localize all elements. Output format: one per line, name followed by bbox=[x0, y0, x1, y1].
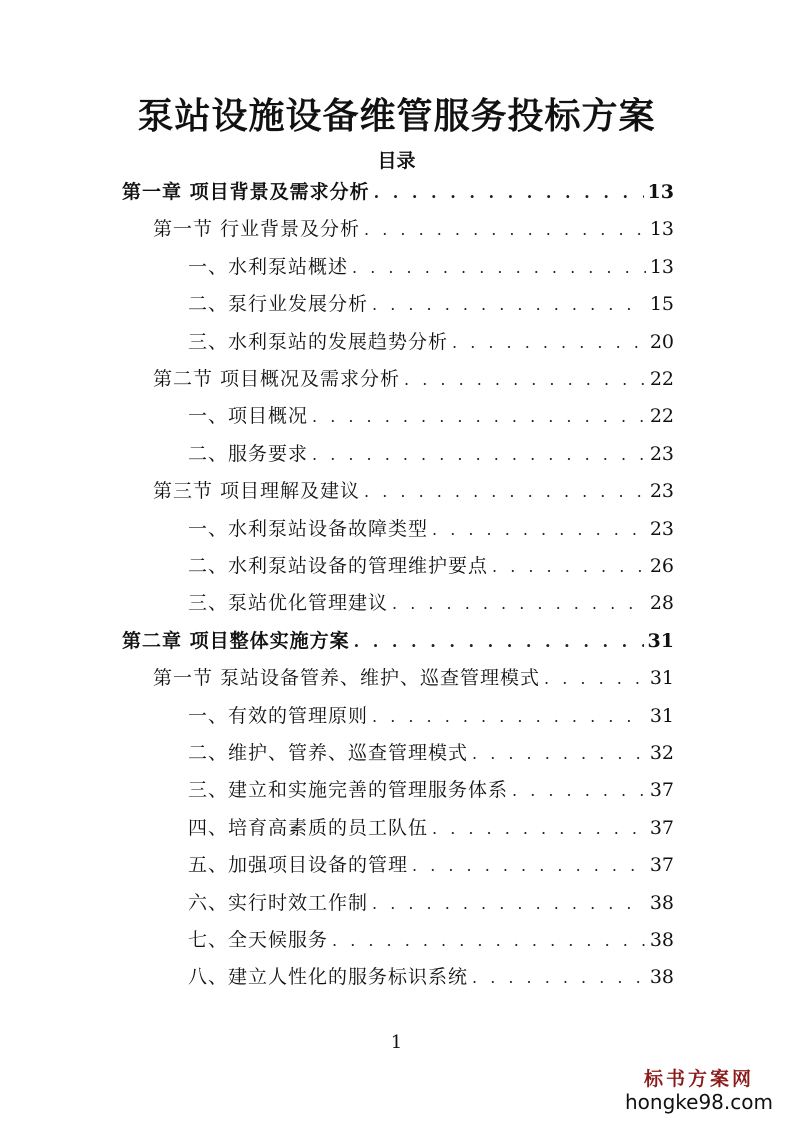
toc-dot-leader bbox=[364, 211, 646, 248]
toc-entry-label: 八、建立人性化的服务标识系统 bbox=[188, 966, 469, 988]
toc-entry-label: 六、实行时效工作制 bbox=[188, 892, 369, 914]
toc-entry[interactable] bbox=[188, 548, 674, 585]
toc-entry-label: 二、服务要求 bbox=[188, 443, 309, 465]
toc-entry-label: 二、水利泵站设备的管理维护要点 bbox=[188, 555, 489, 577]
toc-entry[interactable] bbox=[188, 511, 674, 548]
toc-dot-leader bbox=[512, 772, 646, 809]
toc-entry-page: 37 bbox=[649, 817, 674, 839]
toc-entry[interactable] bbox=[188, 286, 674, 323]
toc-dot-leader bbox=[412, 847, 646, 884]
toc-dot-leader bbox=[312, 398, 646, 435]
toc-entry-label: 第一节 行业背景及分析 bbox=[153, 218, 361, 240]
toc-entry[interactable] bbox=[153, 211, 674, 248]
document-title: 泵站设施设备维管服务投标方案 bbox=[137, 95, 656, 137]
toc-entry[interactable] bbox=[188, 398, 674, 435]
toc-dot-leader bbox=[452, 324, 646, 361]
toc-entry-label: 第二章 项目整体实施方案 bbox=[122, 630, 350, 652]
toc-entry[interactable] bbox=[188, 959, 674, 996]
watermark-name: 标书方案网 bbox=[643, 1068, 754, 1090]
toc-heading: 目录 bbox=[377, 150, 416, 172]
toc-dot-leader bbox=[372, 698, 646, 735]
toc-entry[interactable] bbox=[188, 922, 674, 959]
toc-entry-label: 三、水利泵站的发展趋势分析 bbox=[188, 331, 449, 353]
toc-entry-label: 二、维护、管养、巡查管理模式 bbox=[188, 742, 469, 764]
toc-entry[interactable] bbox=[122, 623, 674, 660]
toc-dot-leader bbox=[312, 436, 646, 473]
toc-entry-page: 13 bbox=[649, 256, 674, 278]
toc-dot-leader bbox=[354, 623, 644, 660]
toc-entry[interactable] bbox=[153, 473, 674, 510]
toc-entry[interactable] bbox=[188, 249, 674, 286]
toc-entry-label: 五、加强项目设备的管理 bbox=[188, 854, 409, 876]
toc-dot-leader bbox=[372, 885, 646, 922]
toc-entry[interactable] bbox=[188, 810, 674, 847]
toc-dot-leader bbox=[492, 548, 646, 585]
toc-dot-leader bbox=[392, 585, 646, 622]
toc-entry-page: 13 bbox=[647, 181, 674, 203]
toc-entry-page: 23 bbox=[649, 480, 674, 502]
toc-entry-page: 31 bbox=[649, 705, 674, 727]
toc-entry-page: 13 bbox=[649, 218, 674, 240]
toc-entry[interactable] bbox=[188, 885, 674, 922]
toc-entry-page: 26 bbox=[649, 555, 674, 577]
toc-dot-leader bbox=[332, 922, 646, 959]
toc-entry-page: 38 bbox=[649, 929, 674, 951]
toc-entry-label: 一、水利泵站概述 bbox=[188, 256, 349, 278]
toc-entry[interactable] bbox=[188, 847, 674, 884]
toc-entry-label: 第三节 项目理解及建议 bbox=[153, 480, 361, 502]
toc-dot-leader bbox=[472, 959, 646, 996]
watermark-url: hongke98.com bbox=[625, 1090, 773, 1114]
toc-entry[interactable] bbox=[188, 436, 674, 473]
toc-entry[interactable] bbox=[188, 772, 674, 809]
toc-entry-page: 15 bbox=[649, 293, 674, 315]
toc-entry[interactable] bbox=[188, 735, 674, 772]
toc-entry[interactable] bbox=[188, 585, 674, 622]
toc-entry-page: 37 bbox=[649, 854, 674, 876]
toc-entry-label: 一、水利泵站设备故障类型 bbox=[188, 518, 429, 540]
toc-entry-page: 38 bbox=[649, 966, 674, 988]
toc-entry-page: 38 bbox=[649, 892, 674, 914]
toc-entry-label: 二、泵行业发展分析 bbox=[188, 293, 369, 315]
site-watermark bbox=[619, 1068, 779, 1114]
toc-dot-leader bbox=[374, 174, 644, 211]
toc-dot-leader bbox=[472, 735, 646, 772]
toc-dot-leader bbox=[432, 810, 646, 847]
toc-entry[interactable] bbox=[188, 324, 674, 361]
toc-entry-page: 37 bbox=[649, 779, 674, 801]
toc-entry-label: 第二节 项目概况及需求分析 bbox=[153, 368, 401, 390]
toc-entry-label: 三、建立和实施完善的管理服务体系 bbox=[188, 779, 509, 801]
toc-dot-leader bbox=[352, 249, 646, 286]
toc-entry-page: 31 bbox=[647, 630, 674, 652]
page-number: 1 bbox=[390, 1032, 403, 1053]
toc-dot-leader bbox=[372, 286, 646, 323]
toc-entry-label: 七、全天候服务 bbox=[188, 929, 329, 951]
toc-entry-label: 第一节 泵站设备管养、维护、巡查管理模式 bbox=[153, 667, 541, 689]
toc-entry-label: 一、项目概况 bbox=[188, 405, 309, 427]
toc-dot-leader bbox=[432, 511, 646, 548]
toc-dot-leader bbox=[404, 361, 646, 398]
toc-entry-label: 三、泵站优化管理建议 bbox=[188, 592, 389, 614]
toc-entry[interactable] bbox=[122, 174, 674, 211]
toc-entry-page: 23 bbox=[649, 443, 674, 465]
toc-entry-page: 31 bbox=[649, 667, 674, 689]
toc-entry-page: 20 bbox=[649, 331, 674, 353]
toc-entry[interactable] bbox=[153, 361, 674, 398]
toc-entry-page: 22 bbox=[649, 405, 674, 427]
toc-entry-page: 22 bbox=[649, 368, 674, 390]
toc-entry-page: 23 bbox=[649, 518, 674, 540]
toc-entry-label: 四、培育高素质的员工队伍 bbox=[188, 817, 429, 839]
toc-entry[interactable] bbox=[153, 660, 674, 697]
toc-entry-label: 一、有效的管理原则 bbox=[188, 705, 369, 727]
toc-entry-page: 32 bbox=[649, 742, 674, 764]
toc-dot-leader bbox=[364, 473, 646, 510]
toc-entry[interactable] bbox=[188, 698, 674, 735]
toc-dot-leader bbox=[544, 660, 646, 697]
toc-entry-label: 第一章 项目背景及需求分析 bbox=[122, 181, 370, 203]
toc-entry-page: 28 bbox=[649, 592, 674, 614]
